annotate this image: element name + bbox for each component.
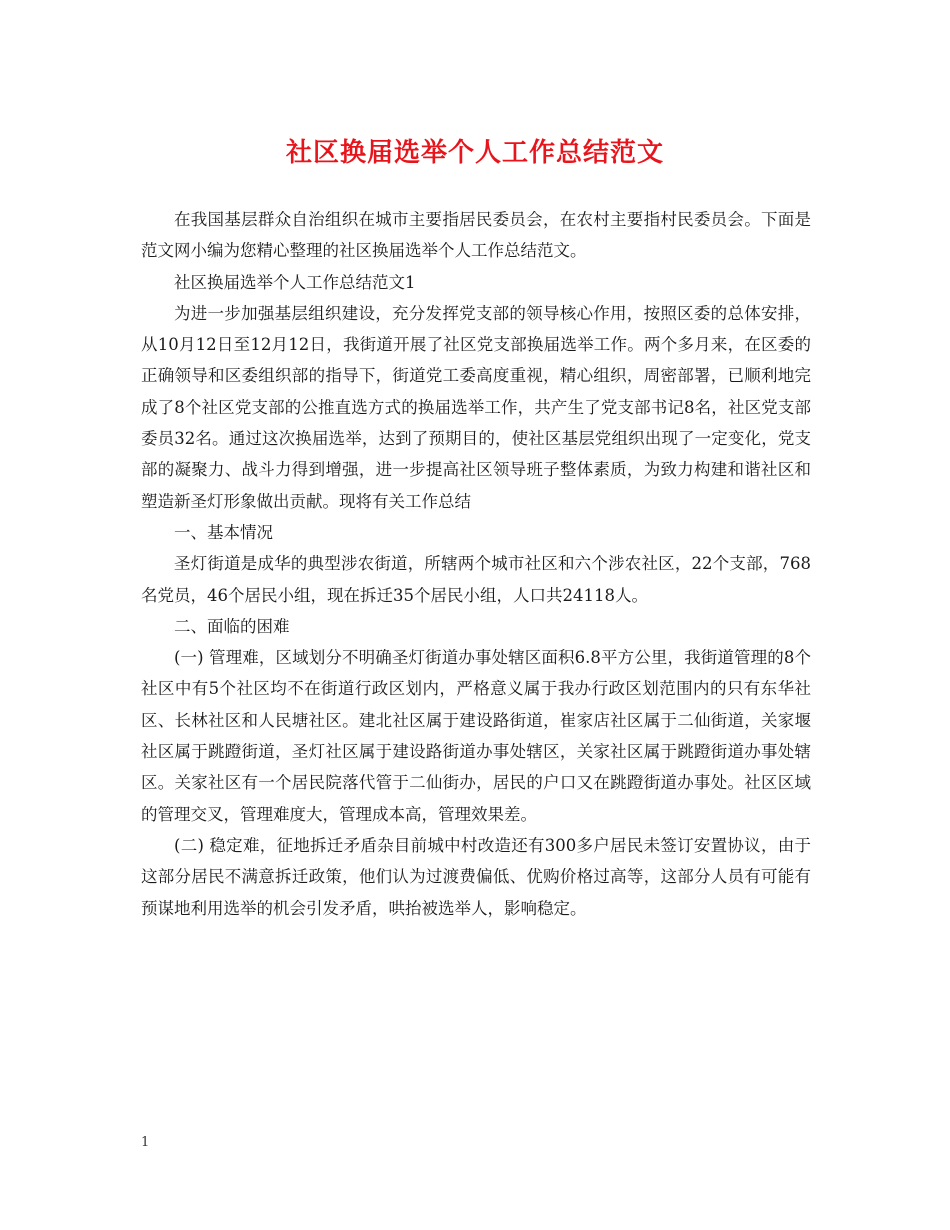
section-heading-difficulties: 二、面临的困难 xyxy=(174,616,290,636)
difficulty-management-paragraph: (一) 管理难，区域划分不明确圣灯街道办事处辖区面积6.8平方公里，我街道管理的8个社区中有5个社区均不在街道行政区划内，严格意义属于我办行政区划范围内的只有东华社区、长林社区和人民塘社区。建北社区属于建设路街道，崔家店社区属于二仙街道，关家堰社区属于跳蹬街道，圣灯社区属于建设路街道办事处辖区，关家社区属于跳蹬街道办事处辖区。关家社区有一个居民院落代管于二仙街办，居民的户口又在跳蹬街道办事处。社区区域的管理交叉，管理难度大，管理成本高，管理效果差。 xyxy=(141,648,811,824)
section-heading-sample-1: 社区换届选举个人工作总结范文1 xyxy=(174,272,416,292)
page-number: 1 xyxy=(141,1135,150,1150)
section-heading-basic-situation: 一、基本情况 xyxy=(174,522,273,542)
intro-paragraph: 在我国基层群众自治组织在城市主要指居民委员会，在农村主要指村民委员会。下面是范文网小编为您精心整理的社区换届选举个人工作总结范文。 xyxy=(141,210,811,261)
document-body xyxy=(141,204,811,924)
difficulty-stability-paragraph: (二) 稳定难，征地拆迁矛盾杂目前城中村改造还有300多户居民未签订安置协议，由于这部分居民不满意拆迁政策，他们认为过渡费偏低、优购价格过高等，这部分人员有可能有预谋地利用选举的机会引发矛盾，哄抬被选举人，影响稳定。 xyxy=(141,835,811,918)
summary-paragraph: 为进一步加强基层组织建设，充分发挥党支部的领导核心作用，按照区委的总体安排，从10月12日至12月12日，我街道开展了社区党支部换届选举工作。两个多月来，在区委的正确领导和区委组织部的指导下，街道党工委高度重视，精心组织，周密部署，已顺利地完成了8个社区党支部的公推直选方式的换届选举工作，共产生了党支部书记8名，社区党支部委员32名。通过这次换届选举，达到了预期目的，使社区基层党组织出现了一定变化，党支部的凝聚力、战斗力得到增强，进一步提高社区领导班子整体素质，为致力构建和谐社区和塑造新圣灯形象做出贡献。现将有关工作总结 xyxy=(141,303,811,511)
document-title: 社区换届选举个人工作总结范文 xyxy=(285,138,664,168)
basic-situation-paragraph: 圣灯街道是成华的典型涉农街道，所辖两个城市社区和六个涉农社区，22个支部，768名党员，46个居民小组，现在拆迁35个居民小组，人口共24118人。 xyxy=(141,554,811,605)
